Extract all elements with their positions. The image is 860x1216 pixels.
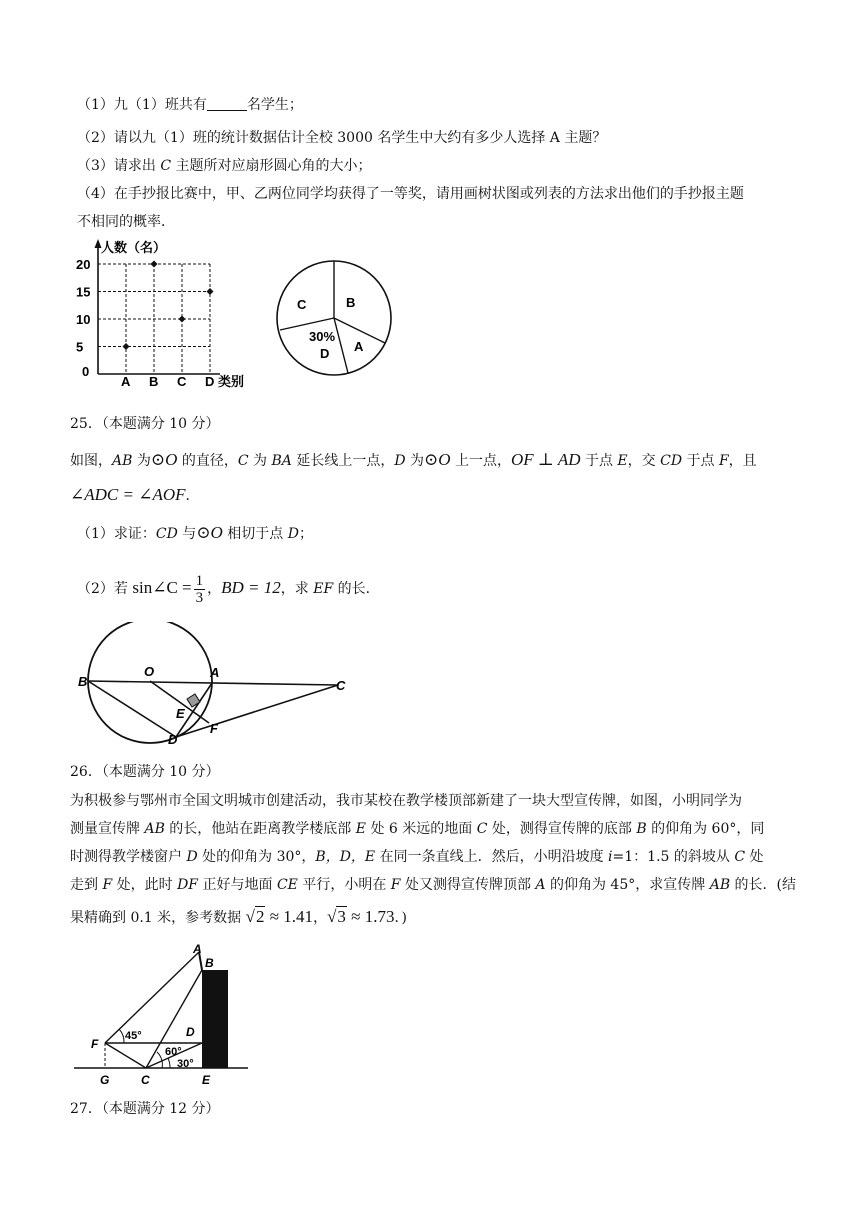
point-o-label: O	[144, 664, 155, 679]
tangent-cd	[176, 685, 338, 737]
x-tick-label: C	[177, 374, 187, 389]
pie-slice-c-label: C	[297, 297, 307, 312]
theme-pie-chart	[272, 257, 396, 381]
q26-line1: 为积极参与鄂州市全国文明城市创建活动，我市某校在教学楼顶部新建了一块大型宣传牌，如图，小明同学为	[70, 793, 742, 809]
point-a-label: A	[210, 665, 220, 680]
pie-slice-a-label: A	[354, 339, 364, 354]
point-d-label: D	[186, 1025, 195, 1039]
point-f-label: F	[91, 1037, 99, 1051]
category-dot-chart	[70, 236, 260, 392]
angle-60-arc	[157, 1052, 162, 1068]
point-c-label: C	[336, 678, 346, 693]
q24-sub1: （1）九（1）班共有 名学生；	[77, 97, 303, 113]
angle-45-arc	[119, 1029, 124, 1043]
building	[202, 970, 228, 1068]
point-c-label: C	[141, 1073, 150, 1087]
point-f-label: F	[210, 721, 218, 736]
angle-60-label: 60°	[165, 1046, 182, 1058]
slope-fc	[105, 1043, 146, 1068]
chart-grid	[98, 264, 210, 374]
point-a-label: A	[193, 942, 202, 956]
point-d-label: D	[168, 732, 178, 746]
q25-header: 25．（本题满分 10 分）	[70, 416, 220, 432]
q26-line4: 走到 F 处，此时 DF 正好与地面 CE 平行，小明在 F 处又测得宣传牌顶部 A 的仰角为 45°，求宣传牌 AB 的长．(结	[70, 877, 797, 893]
q26-header: 26．（本题满分 10 分）	[70, 764, 220, 780]
q26-line3: 时测得教学楼窗户 D 处的仰角为 30°，B，D，E 在同一条直线上．然后，小明沿坡度 i=1：1.5 的斜坡从 C 处	[70, 849, 764, 865]
q24-sub2: （2）请以九（1）班的统计数据估计全校 3000 名学生中大约有多少人选择 A 主题？	[77, 130, 607, 146]
circle-tangent-figure	[76, 622, 356, 746]
q24-sub3: （3）请求出 C 主题所对应扇形圆心角的大小；	[77, 158, 372, 174]
q25-sub1: （1）求证：CD 与⊙O 相切于点 D；	[77, 523, 313, 542]
y-tick-label: 20	[76, 257, 91, 272]
fraction-one-third: $\frac{1}{3}$	[195, 572, 204, 606]
q24-sub4-line2: 不相同的概率．	[77, 214, 175, 230]
pie-slice-b-label: B	[346, 295, 356, 310]
x-tick-label: B	[149, 374, 159, 389]
y-axis-label: 人数（名）	[101, 240, 167, 255]
sqrt-3: √3	[327, 907, 346, 926]
x-tick-label: A	[121, 374, 131, 389]
line-bc	[88, 681, 338, 685]
point-b-label: B	[78, 674, 88, 689]
angle-45-label: 45°	[125, 1030, 142, 1042]
x-tick-label: D	[205, 374, 215, 389]
point-g-label: G	[100, 1073, 110, 1087]
q25-sub2: （2）若 sin∠C = $\frac{1}{3}$ ，BD = 12，求 EF 的长．	[77, 572, 380, 606]
q27-header: 27．（本题满分 12 分）	[70, 1101, 220, 1117]
answer-blank	[207, 96, 247, 111]
x-axis-label: 类别	[218, 374, 245, 389]
data-point	[207, 288, 214, 295]
sqrt-2: √2	[245, 907, 265, 926]
data-point	[179, 316, 186, 323]
q26-line2: 测量宣传牌 AB 的长，他站在距离教学楼底部 E 处 6 米远的地面 C 处，测得宣传牌的底部 B 的仰角为 60°，同	[70, 821, 765, 837]
point-e-label: E	[176, 706, 185, 721]
y-tick-label: 5	[76, 339, 84, 355]
data-point	[123, 343, 130, 350]
y-tick-label: 15	[76, 284, 91, 300]
y-tick-label: 0	[82, 364, 90, 379]
data-point	[151, 261, 158, 268]
point-b-label: B	[205, 956, 214, 970]
pie-slice-d-label: D	[320, 346, 330, 361]
pie-divider	[334, 318, 348, 373]
q25-statement-line1: 如图，AB 为⊙O 的直径，C 为 BA 延长线上一点，D 为⊙O 上一点，OF ⊥ AD 于点 E，交 CD 于点 F，且	[70, 450, 757, 469]
y-tick-label: 10	[76, 312, 91, 327]
point-e-label: E	[202, 1073, 211, 1087]
angle-30-label: 30°	[177, 1058, 194, 1070]
q26-line5: 果精确到 0.1 米，参考数据 √2 ≈ 1.41，√3 ≈ 1.73．)	[70, 907, 407, 926]
angle-30-arc	[168, 1058, 170, 1068]
pie-slice-d-percent: 30%	[309, 329, 336, 344]
q25-statement-line2: ∠ADC = ∠AOF．	[70, 485, 200, 504]
q24-sub4-line1: （4）在手抄报比赛中，甲、乙两位同学均获得了一等奖，请用画树状图或列表的方法求出他们的手抄报主题	[77, 186, 744, 202]
billboard-angle-figure	[74, 942, 250, 1090]
